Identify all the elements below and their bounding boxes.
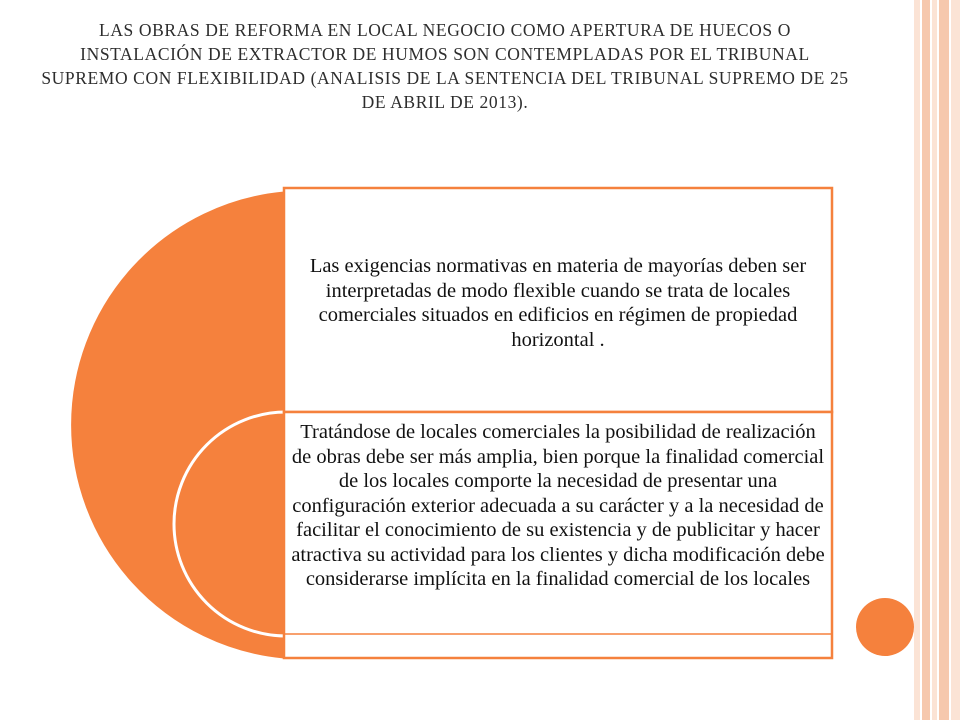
stripe <box>914 0 920 720</box>
diagram-item-1-text: Las exigencias normativas en materia de mayorías deben ser interpretadas de modo flexible cuando se trata de locales comerciales situados en edificios en régimen de propiedad horizontal . <box>309 255 807 351</box>
slide-title: LAS OBRAS DE REFORMA EN LOCAL NEGOCIO COMO APERTURA DE HUECOS O INSTALACIÓN DE EXTRACTOR DE HUMOS SON CONTEMPLADAS POR EL TRIBUNAL SUPREMO CON FLEXIBILIDAD (ANALISIS DE LA SENTENCIA DEL TRIBUNAL SUPREMO DE 25 DE ABRIL DE 2013). <box>41 20 849 112</box>
stripe <box>932 0 937 720</box>
stripe <box>951 0 960 720</box>
diagram-item-2-text: Tratándose de locales comerciales la posibilidad de realización de obras debe ser más amplia, bien porque la finalidad comercial de los locales comporte la necesidad de presentar una configuración exterior adecuada a su carácter y a la necesidad de facilitar el conocimiento de su existencia y de publicitar y hacer atractiva su actividad para los clientes y dicha modificación debe considerarse implícita en la finalidad comercial de los locales <box>291 421 825 590</box>
stripe <box>922 0 930 720</box>
stripe <box>939 0 949 720</box>
decorative-stripes <box>914 0 960 720</box>
decorative-circle <box>856 598 914 656</box>
outer-arc-shape <box>72 192 284 658</box>
